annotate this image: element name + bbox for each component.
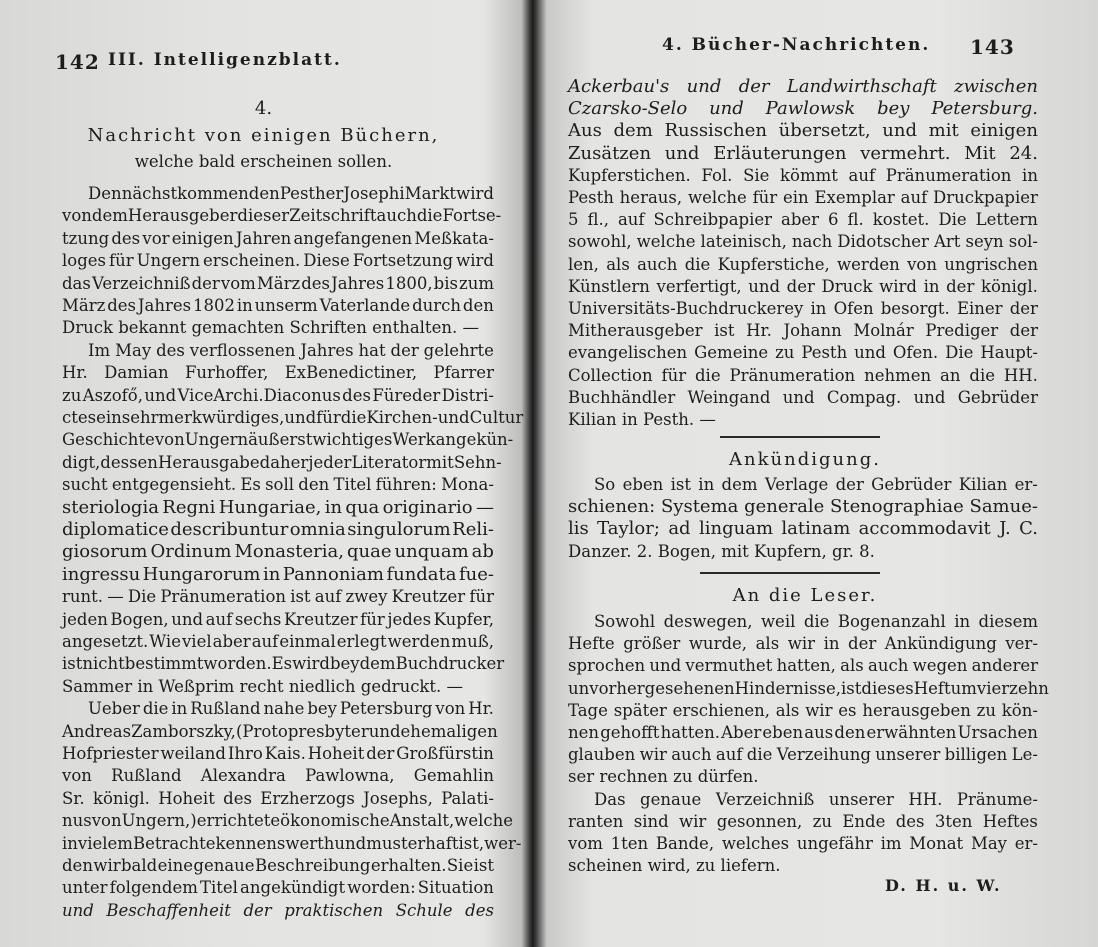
- text-line: angesetzt. Wie viel aber auf einmal erlegt werden muß,: [62, 632, 494, 651]
- text-line: Das genaue Verzeichniß unserer HH. Pränume-: [594, 789, 1038, 809]
- text-line: Mitherausgeber ist Hr. Johann Molnár Prediger der: [568, 321, 1038, 341]
- text-line: schienen: Systema generale Stenographiae Samue-: [568, 496, 1038, 518]
- text-line: ranten sind wir gesonnen, zu Ende des 3ten Heftes: [568, 811, 1038, 831]
- readers-title: An die Leser.: [732, 585, 878, 606]
- text-line: Künstlern verfertigt, und der Druck wird in der königl.: [568, 276, 1038, 296]
- signature: D. H. u. W.: [885, 876, 1002, 895]
- text-line: Den nächstkommenden Pesther Josephi Markt wird: [88, 184, 494, 203]
- text-line: Sr. königl. Hoheit des Erzherzogs Josephs, Palati-: [62, 788, 494, 808]
- text-line: in vielem Betrachte kennenswerth und musterhaft ist, wer-: [62, 833, 522, 853]
- text-line: nen gehofft hatten. Aber eben aus den erwähnten Ursachen: [568, 723, 1038, 742]
- running-head: III. Intelligenzblatt.: [108, 50, 342, 70]
- text-line: scheinen wird, zu liefern.: [568, 856, 781, 876]
- text-line: loges für Ungern erscheinen. Diese Fortsetzung wird: [62, 251, 494, 271]
- text-line: Hr. Damian Furhoffer, ExBenedictiner, Pfarrer: [62, 363, 494, 383]
- text-line: Druck bekannt gemachten Schriften enthalten. —: [62, 318, 479, 338]
- text-line: Kilian in Pesth. —: [568, 410, 716, 429]
- text-line: Geschichte von Ungern äußerst wichtiges Werk angekün-: [62, 430, 514, 450]
- running-head: 4. Bücher-Nachrichten.: [662, 35, 931, 55]
- text-line: Aus dem Russischen übersetzt, und mit einigen: [568, 120, 1038, 142]
- text-line: März des Jahres 1802 in unserm Vaterlande durch den: [62, 296, 494, 315]
- text-line: Hofpriester weiland Ihro Kais. Hoheit der Großfürstin: [62, 744, 494, 763]
- divider: [700, 572, 880, 574]
- text-line: den wir bald eine genaue Beschreibung erhalten. Sie ist: [62, 856, 494, 875]
- text-line: nus von Ungern,) errichtete ökonomische Anstalt, welche: [62, 811, 514, 831]
- text-line: Collection für die Pränumeration nehmen an die HH.: [568, 365, 1038, 385]
- text-line: Tage später erschienen, als wir es herausgeben zu kön-: [568, 700, 1038, 720]
- text-line: So eben ist in dem Verlage der Gebrüder Kilian er-: [594, 475, 1038, 494]
- page-number: 143: [970, 35, 1015, 59]
- section-number: 4.: [254, 98, 273, 119]
- text-line: Pesth heraus, welche für ein Exemplar auf Druckpapier: [568, 188, 1038, 207]
- text-line: ist nicht bestimmt worden. Es wird bey dem Buchdrucker: [62, 654, 505, 674]
- text-line: runt. — Die Pränumeration ist auf zwey Kreutzer für: [62, 587, 494, 607]
- text-line: Universitäts-Buchdruckerey in Ofen besorgt. Einer der: [568, 299, 1038, 318]
- divider: [720, 436, 880, 438]
- text-line: das Verzeichniß der vom März des Jahres 1800, bis zum: [62, 273, 494, 293]
- text-line: Ackerbau's und der Landwirthschaft zwischen: [568, 76, 1038, 97]
- text-line: lis Taylor; ad linguam latinam accommodavit J. C.: [568, 518, 1038, 540]
- text-line: Zusätzen und Erläuterungen vermehrt. Mit 24.: [568, 142, 1038, 164]
- text-line: jeden Bogen, und auf sechs Kreutzer für jedes Kupfer,: [62, 609, 494, 629]
- text-line: steriologia Regni Hungariae, in qua originario —: [62, 496, 494, 518]
- text-line: Andreas Zamborszky, (Protopresbyter und ehemaligen: [62, 721, 498, 741]
- announcement-title: Ankündigung.: [729, 449, 881, 470]
- text-line: Buchhändler Weingand und Compag. und Gebrüder: [568, 387, 1038, 407]
- text-line: Hefte größer wurde, als wir in der Ankündigung ver-: [568, 634, 1038, 654]
- page-number: 142: [55, 50, 100, 74]
- text-line: 5 fl., auf Schreibpapier aber 6 fl. kostet. Die Lettern: [568, 210, 1038, 230]
- right-page: [540, 0, 1098, 947]
- section-title: Nachricht von einigen Büchern,: [87, 125, 440, 146]
- text-line: ctes ein sehr merkwürdiges, und für die Kirchen- und Cultur: [62, 408, 524, 427]
- text-line: Czarsko-Selo und Pawlowsk bey Petersburg.: [568, 98, 1038, 120]
- text-line: unvorhergesehenen Hindernisse, ist dieses Heft um vierzehn: [568, 678, 1049, 698]
- text-line: sowohl, welche lateinisch, nach Didotscher Art seyn sol-: [568, 232, 1038, 252]
- text-line: evangelischen Gemeine zu Pesth und Ofen. Die Haupt-: [568, 343, 1038, 363]
- text-line: tzung des vor einigen Jahren angefangenen Meßkata-: [62, 228, 494, 248]
- text-line: Sammer in Weßprim recht niedlich gedruckt. —: [62, 676, 464, 696]
- text-line: und Beschaffenheit der praktischen Schule des: [62, 900, 494, 920]
- text-line: ser rechnen zu dürfen.: [568, 767, 759, 787]
- text-line: zu Aszofő, und ViceArchi.Diaconus des Füreder Distri-: [62, 385, 494, 405]
- text-line: sprochen und vermuthet hatten, als auch wegen anderer: [568, 656, 1038, 676]
- text-line: diplomatice describuntur omnia singulorum Reli-: [62, 519, 494, 540]
- text-line: Danzer. 2. Bogen, mit Kupfern, gr. 8.: [568, 541, 875, 561]
- text-line: glauben wir auch auf die Verzeihung unserer billigen Le-: [568, 745, 1038, 765]
- text-line: ingressu Hungarorum in Pannoniam fundata fue-: [62, 563, 494, 585]
- text-line: sucht entgegensieht. Es soll den Titel führen: Mona-: [62, 475, 494, 495]
- text-line: Sowohl deswegen, weil die Bogenanzahl in diesem: [594, 612, 1038, 631]
- text-line: Ueber die in Rußland nahe bey Petersburg von Hr.: [88, 699, 494, 719]
- text-line: unter folgendem Titel angekündigt worden: Situation: [62, 878, 494, 898]
- text-line: len, als auch die Kupferstiche, werden von ungrischen: [568, 254, 1038, 274]
- text-line: vom 1ten Bande, welches ungefähr im Monat May er-: [568, 834, 1038, 853]
- text-line: digt, dessen Herausgabe daher jeder Literator mit Sehn-: [62, 452, 502, 472]
- left-page: [0, 0, 527, 947]
- text-line: von Rußland Alexandra Pawlowna, Gemahlin: [62, 766, 494, 786]
- section-subtitle: welche bald erscheinen sollen.: [134, 152, 393, 171]
- text-line: Kupferstichen. Fol. Sie kömmt auf Pränumeration in: [568, 165, 1038, 185]
- text-line: von dem Herausgeber dieser Zeitschrift auch die Fortse-: [62, 206, 502, 226]
- text-line: Im May des verflossenen Jahres hat der gelehrte: [88, 340, 494, 360]
- text-line: giosorum Ordinum Monasteria, quae unquam ab: [62, 541, 494, 563]
